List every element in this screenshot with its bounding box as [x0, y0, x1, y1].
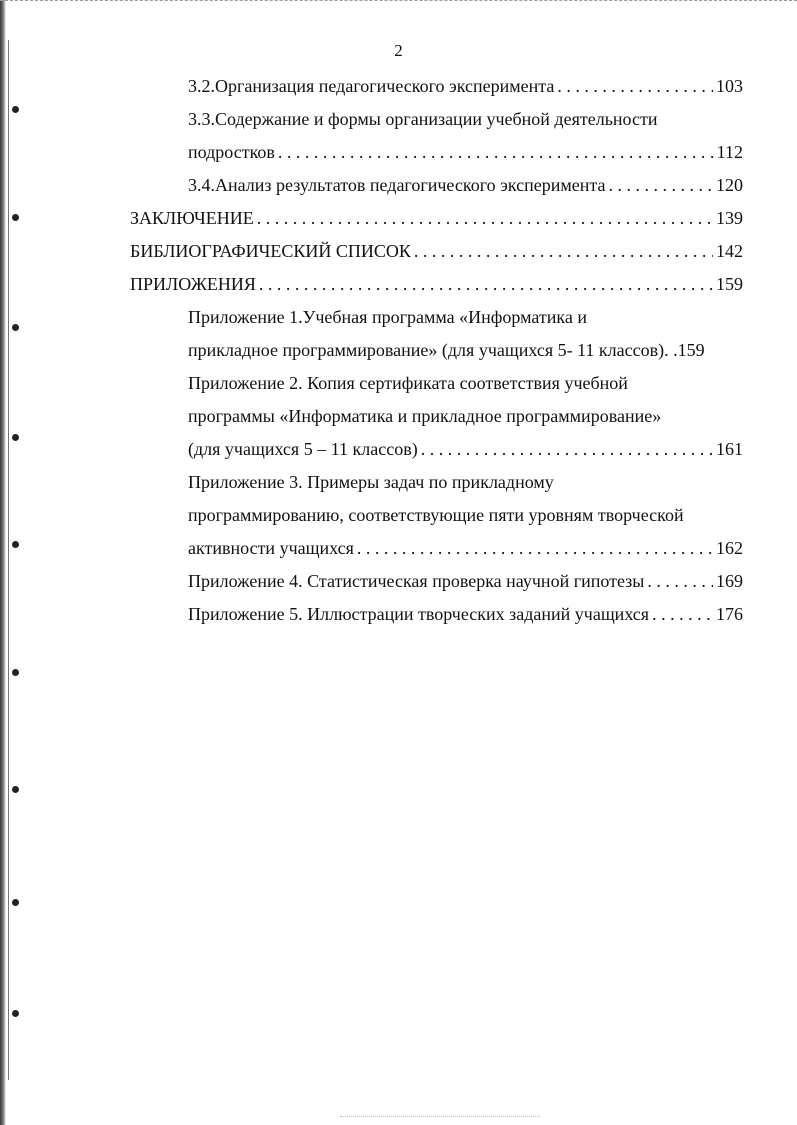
toc-entry-text: программированию, соответствующие пяти уровням творческой: [188, 505, 684, 525]
toc-entry-text: Приложение 2. Копия сертификата соответствия учебной: [188, 373, 628, 393]
table-of-contents: [0, 70, 797, 640]
toc-entry[interactable]: [188, 400, 743, 433]
toc-entry[interactable]: [188, 433, 743, 466]
toc-entry[interactable]: [188, 334, 743, 367]
toc-entry[interactable]: [188, 565, 743, 598]
toc-entry[interactable]: [188, 532, 743, 565]
toc-entry[interactable]: [188, 103, 743, 136]
toc-entry[interactable]: [188, 466, 743, 499]
scan-top-edge: [0, 0, 797, 4]
punch-hole-mark: [12, 899, 19, 906]
toc-entry-text: ЗАКЛЮЧЕНИЕ: [130, 208, 254, 228]
toc-entry-text: Приложение 5. Иллюстрации творческих заданий учащихся: [188, 604, 650, 624]
toc-entry-text: БИБЛИОГРАФИЧЕСКИЙ СПИСОК: [130, 241, 411, 261]
toc-leader-dots: [557, 70, 713, 103]
toc-leader-dots: [652, 598, 713, 631]
toc-entry[interactable]: [188, 301, 743, 334]
toc-entry-text: 3.3.Содержание и формы организации учебной деятельности: [188, 109, 658, 129]
toc-entry[interactable]: [188, 598, 743, 631]
toc-entry-text: Приложение 3. Примеры задач по прикладному: [188, 472, 554, 492]
toc-entry[interactable]: [130, 235, 743, 268]
toc-leader-dots: [257, 202, 713, 235]
toc-entry[interactable]: [188, 136, 743, 169]
toc-entry-page: 159: [716, 274, 743, 294]
toc-entry-text: ПРИЛОЖЕНИЯ: [130, 274, 256, 294]
toc-entry[interactable]: [188, 70, 743, 103]
toc-entry-page: 162: [716, 538, 743, 558]
toc-entry-page: 103: [716, 76, 743, 96]
toc-entry-page: 169: [716, 571, 743, 591]
toc-entry[interactable]: [130, 268, 743, 301]
toc-entry-text: активности учащихся: [188, 538, 354, 558]
toc-entry-text: 3.4.Анализ результатов педагогического эксперимента: [188, 175, 606, 195]
toc-entry-text: подростков: [188, 142, 275, 162]
toc-entry-page: 161: [716, 439, 743, 459]
page-number: 2: [394, 41, 403, 60]
toc-entry-text: (для учащихся 5 – 11 классов): [188, 439, 418, 459]
toc-leader-dots: [608, 169, 713, 202]
toc-entry-text: 3.2.Организация педагогического эксперимента: [188, 76, 555, 96]
punch-hole-mark: [12, 669, 19, 676]
toc-entry-page: 120: [716, 175, 743, 195]
toc-leader-dots: [278, 136, 714, 169]
toc-entry-page: 176: [716, 604, 743, 624]
scan-bottom-edge: [340, 1114, 540, 1117]
toc-entry-page: 142: [716, 241, 743, 261]
toc-leader-dots: [647, 565, 713, 598]
toc-entry-text: Приложение 4. Статистическая проверка научной гипотезы: [188, 571, 645, 591]
toc-leader-dots: [357, 532, 713, 565]
toc-entry-text: прикладное программирование» (для учащихся 5- 11 классов). .: [188, 340, 678, 360]
toc-leader-dots: [259, 268, 713, 301]
punch-hole-mark: [12, 1010, 19, 1017]
toc-entry-text: программы «Информатика и прикладное программирование»: [188, 406, 662, 426]
toc-entry-page: 159: [677, 340, 705, 360]
toc-entry[interactable]: [188, 367, 743, 400]
punch-hole-mark: [12, 786, 19, 793]
toc-entry[interactable]: [130, 202, 743, 235]
toc-entry[interactable]: [188, 499, 743, 532]
toc-leader-dots: [421, 433, 713, 466]
toc-entry-text: Приложение 1.Учебная программа «Информатика и: [188, 307, 588, 327]
toc-leader-dots: [414, 235, 713, 268]
toc-entry-page: 112: [716, 142, 743, 162]
toc-entry-page: 139: [716, 208, 743, 228]
toc-entry[interactable]: [188, 169, 743, 202]
